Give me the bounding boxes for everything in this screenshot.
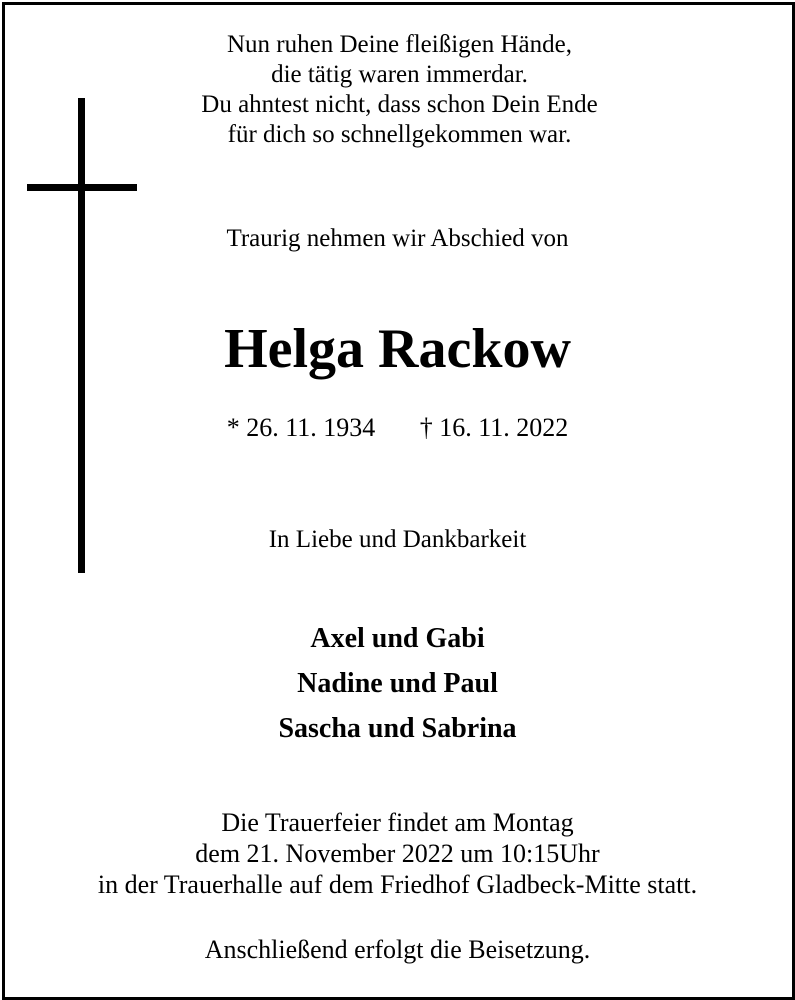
dedication-text: In Liebe und Dankbarkeit xyxy=(268,526,527,553)
poem-line: Nun ruhen Deine fleißigen Hände, xyxy=(226,31,573,58)
memorial-poem xyxy=(0,30,795,150)
birth-date: * 26. 11. 1934 xyxy=(226,413,376,442)
ceremony-info xyxy=(0,807,795,900)
ceremony-line: Die Trauerfeier findet am Montag xyxy=(221,808,574,837)
farewell-intro: Traurig nehmen wir Abschied von xyxy=(226,225,569,252)
death-date: † 16. 11. 2022 xyxy=(419,413,569,442)
mourners-list xyxy=(0,616,795,751)
cross-horizontal-bar xyxy=(27,184,137,191)
burial-info: Anschließend erfolgt die Beisetzung. xyxy=(204,935,591,964)
mourner-entry: Sascha und Sabrina xyxy=(278,713,517,744)
ceremony-line: in der Trauerhalle auf dem Friedhof Gladbeck-Mitte statt. xyxy=(97,870,698,899)
ceremony-line: dem 21. November 2022 um 10:15Uhr xyxy=(195,839,600,868)
mourner-entry: Axel und Gabi xyxy=(310,623,485,654)
life-dates xyxy=(0,412,795,444)
mourner-entry: Nadine und Paul xyxy=(297,668,498,699)
poem-line: Du ahntest nicht, dass schon Dein Ende xyxy=(201,91,598,118)
poem-line: die tätig waren immerdar. xyxy=(271,61,528,88)
poem-line: für dich so schnellgekommen war. xyxy=(227,121,572,148)
deceased-name: Helga Rackow xyxy=(224,318,571,380)
